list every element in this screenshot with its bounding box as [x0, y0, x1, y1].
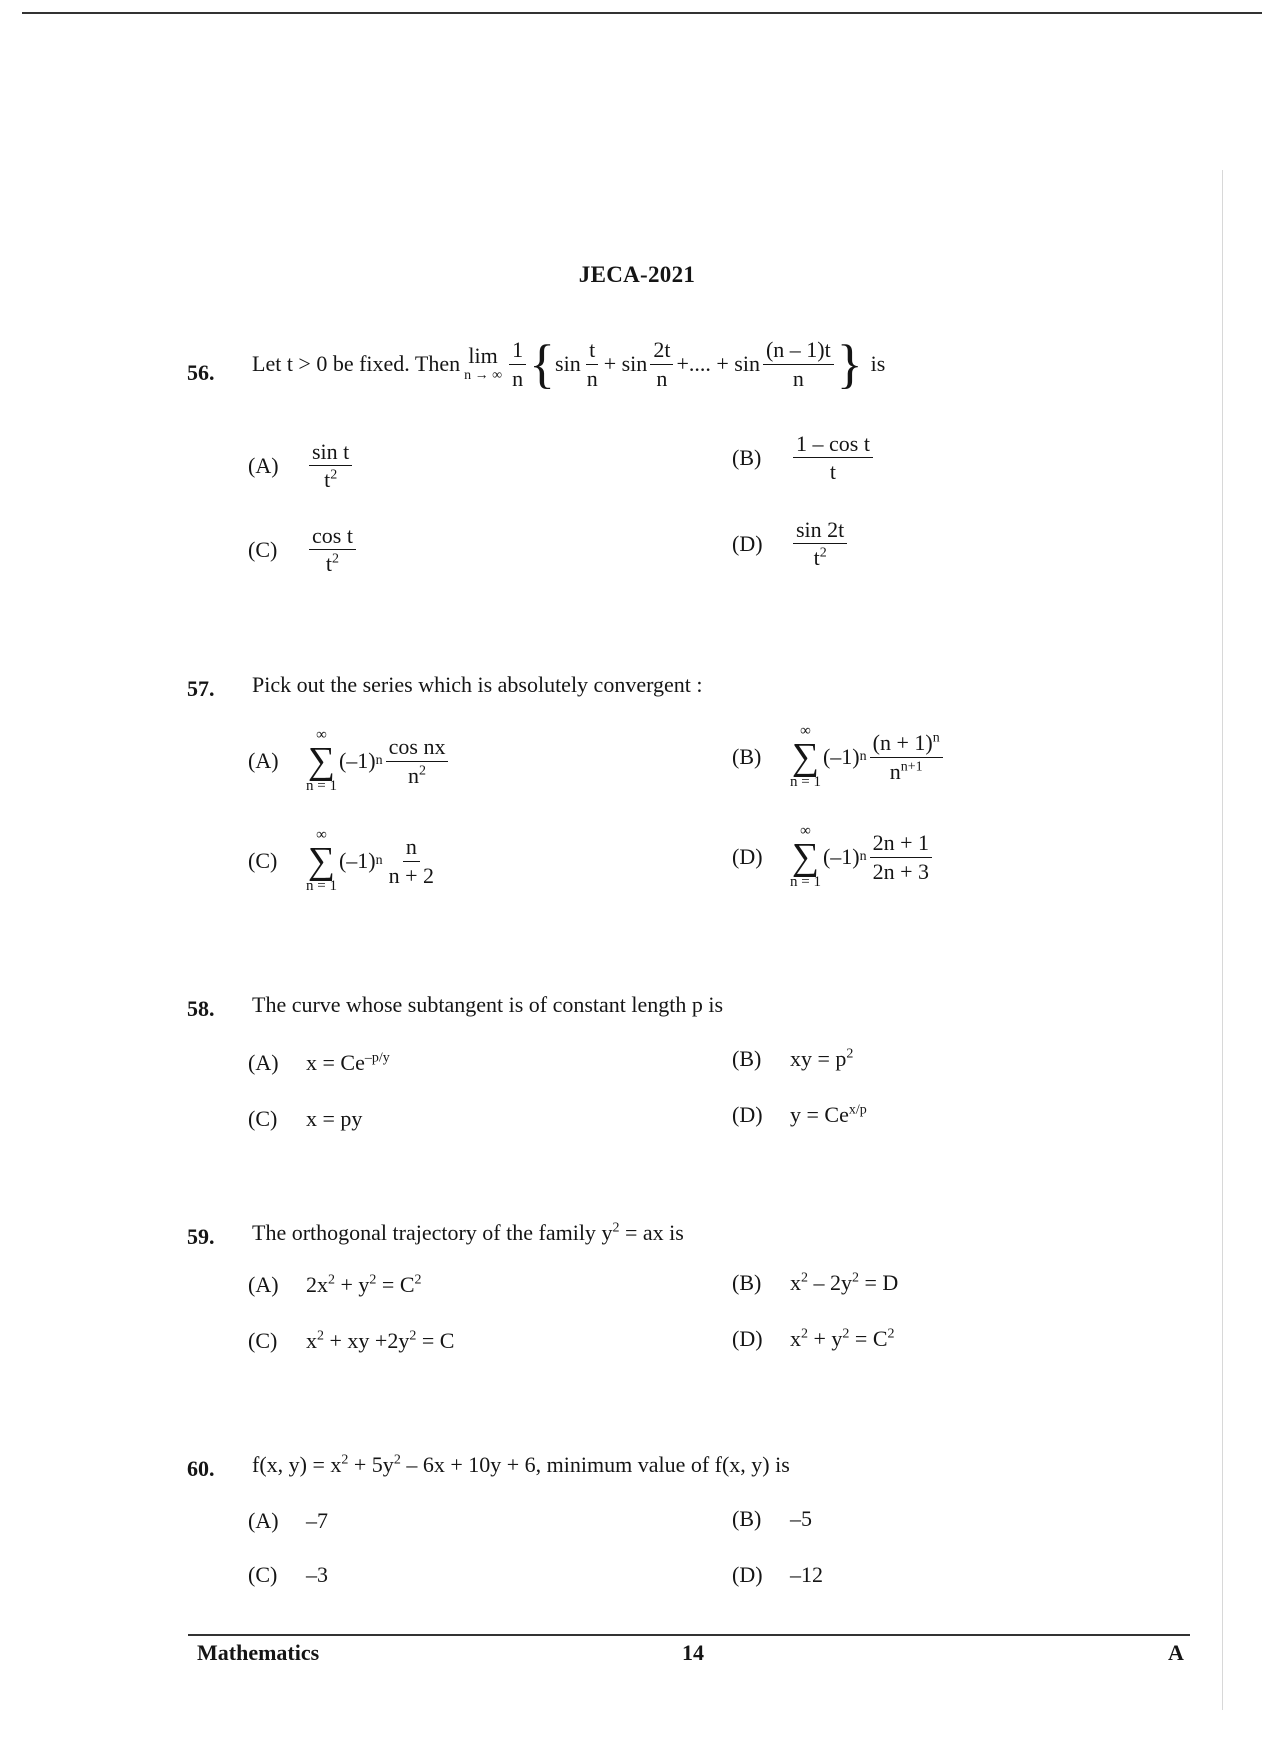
option-label: (D) — [732, 1562, 763, 1587]
denominator — [405, 762, 429, 787]
denominator-exponent: n+1 — [900, 759, 923, 775]
option-d[interactable] — [732, 1326, 895, 1352]
numerator: t — [586, 338, 598, 364]
option-label: (C) — [248, 1328, 278, 1353]
option-c[interactable] — [248, 524, 359, 575]
denominator: n — [512, 365, 524, 391]
exponent: 2 — [409, 1328, 417, 1344]
summation — [306, 728, 337, 794]
question-number: 56. — [187, 360, 215, 385]
term: 2x — [306, 1272, 328, 1297]
value-base: xy = p — [790, 1046, 847, 1071]
alternating-term: (–1) — [822, 844, 860, 870]
option-value — [306, 1328, 454, 1354]
sum-lower: n = 1 — [790, 874, 821, 891]
sum-upper: ∞ — [800, 823, 811, 839]
denominator-exponent: 2 — [419, 763, 427, 779]
exponent: 2 — [369, 1272, 377, 1288]
option-fraction — [870, 831, 932, 882]
exponent: 2 — [393, 1452, 401, 1468]
numerator-base: (n + 1) — [872, 730, 933, 756]
option-value: –7 — [306, 1508, 328, 1533]
option-value — [790, 1046, 853, 1072]
ellipsis-plus: +.... + — [676, 351, 729, 376]
option-label: (C) — [248, 1562, 278, 1587]
numerator: 1 – cos t — [793, 432, 873, 458]
value-exponent: 2 — [846, 1046, 854, 1062]
fraction-1-over-n — [509, 338, 526, 389]
option-b[interactable] — [732, 1506, 812, 1532]
term: + y — [808, 1326, 843, 1351]
denominator-exponent: 2 — [330, 467, 338, 483]
option-label: (B) — [732, 444, 762, 470]
question-text — [252, 1220, 684, 1246]
numerator: 2t — [650, 338, 673, 364]
denominator-base: n — [408, 762, 420, 788]
question-text — [252, 1452, 790, 1478]
denominator: n — [586, 365, 598, 391]
summation — [790, 724, 821, 790]
option-value: x = py — [306, 1106, 363, 1131]
option-label: (A) — [248, 1050, 279, 1075]
question-text: Pick out the series which is absolutely convergent : — [252, 672, 703, 697]
footer-rule — [188, 1634, 1190, 1636]
term: – 2y — [808, 1270, 852, 1295]
option-fraction — [870, 731, 943, 782]
option-b[interactable] — [732, 724, 946, 790]
option-label: (B) — [732, 1046, 762, 1071]
fraction-t-over-n — [584, 338, 601, 389]
numerator: 2n + 1 — [870, 831, 932, 857]
page-title: JECA-2021 — [578, 262, 696, 287]
summation — [306, 828, 337, 894]
q56-text-before: Let t > 0 be fixed. Then — [252, 351, 461, 376]
option-label: (C) — [248, 1106, 278, 1131]
lim-subscript: n → ∞ — [464, 368, 503, 384]
option-c[interactable] — [248, 1328, 454, 1354]
page-number: 14 — [682, 1640, 704, 1665]
denominator: n — [792, 365, 804, 391]
eq-base: y — [601, 1220, 613, 1245]
right-brace: } — [836, 334, 863, 394]
option-d[interactable] — [732, 1562, 823, 1588]
option-label: (B) — [732, 744, 762, 770]
term: x — [306, 1328, 317, 1353]
option-a[interactable] — [248, 440, 355, 491]
term-exponent: n — [859, 749, 867, 765]
exponent: 2 — [801, 1270, 808, 1286]
term-exponent: n — [375, 753, 383, 769]
numerator: cos t — [309, 524, 356, 550]
term: = D — [859, 1270, 899, 1295]
term: + xy +2y — [324, 1328, 410, 1353]
sigma-symbol: ∑ — [307, 840, 336, 882]
alternating-term: (–1) — [822, 744, 860, 770]
option-value — [790, 1102, 867, 1128]
option-label: (A) — [248, 452, 279, 478]
option-label: (B) — [732, 1506, 762, 1531]
question-number: 59. — [187, 1224, 215, 1249]
q56-text-after: is — [870, 351, 886, 376]
option-a[interactable] — [248, 1050, 390, 1076]
alternating-term: (–1) — [338, 748, 376, 774]
option-value: –12 — [790, 1562, 823, 1587]
denominator-base: t — [325, 551, 333, 577]
term: + 5y — [348, 1452, 394, 1477]
term: f(x, y) = x — [252, 1452, 342, 1477]
sum-upper: ∞ — [800, 723, 811, 739]
option-value — [790, 1326, 895, 1352]
sigma-symbol: ∑ — [791, 836, 820, 878]
sin-term: sin — [555, 351, 581, 376]
option-label: (A) — [248, 748, 279, 774]
footer-subject: Mathematics — [197, 1640, 320, 1665]
denominator-base: t — [813, 545, 820, 571]
option-fraction — [793, 518, 847, 569]
option-c[interactable] — [248, 828, 440, 894]
sin-term: sin — [734, 351, 760, 376]
denominator: 2n + 3 — [872, 858, 930, 884]
option-fraction — [793, 432, 873, 483]
option-value: –5 — [790, 1506, 812, 1531]
summation — [790, 824, 821, 890]
denominator: n + 2 — [388, 862, 435, 888]
sum-upper: ∞ — [316, 827, 327, 843]
option-label: (A) — [248, 1272, 279, 1297]
option-label: (D) — [732, 844, 763, 870]
term: x — [790, 1270, 801, 1295]
question-number: 60. — [187, 1456, 215, 1481]
question-number: 58. — [187, 996, 215, 1021]
term: + y — [335, 1272, 370, 1297]
term: x — [790, 1326, 801, 1351]
question-text — [252, 318, 885, 410]
page-edge-line — [1222, 170, 1223, 1710]
top-rule — [22, 12, 1262, 14]
option-label: (C) — [248, 848, 278, 874]
numerator-exponent: n — [932, 731, 940, 747]
option-label: (C) — [248, 536, 278, 562]
text-lead: The orthogonal trajectory of the family — [252, 1220, 596, 1245]
sigma-symbol: ∑ — [307, 740, 336, 782]
option-b[interactable] — [732, 432, 876, 483]
option-a[interactable] — [248, 1508, 328, 1534]
numerator: cos nx — [386, 735, 449, 761]
exponent: 2 — [801, 1326, 808, 1342]
numerator: (n – 1)t — [763, 338, 834, 364]
exponent: 2 — [887, 1326, 895, 1342]
plus-sign: + — [603, 351, 617, 376]
option-label: (B) — [732, 1270, 762, 1295]
option-value — [306, 1272, 422, 1298]
denominator — [887, 758, 926, 783]
denominator — [323, 550, 342, 575]
term-exponent: n — [375, 853, 383, 869]
option-label: (D) — [732, 1102, 763, 1127]
value-base: y = Ce — [790, 1102, 849, 1127]
term: = C — [849, 1326, 888, 1351]
question-set-code: A — [1168, 1640, 1184, 1665]
exponent: 2 — [341, 1452, 349, 1468]
option-fraction — [309, 524, 356, 575]
exponent: 2 — [414, 1272, 422, 1288]
question-text: The curve whose subtangent is of constant length p is — [252, 992, 724, 1017]
value-exponent: –p/y — [364, 1050, 390, 1066]
option-fraction — [386, 735, 449, 786]
question-number: 57. — [187, 676, 215, 701]
exponent: 2 — [842, 1326, 850, 1342]
denominator: n — [656, 365, 668, 391]
option-c[interactable] — [248, 1562, 328, 1588]
option-value — [790, 1270, 898, 1296]
sum-lower: n = 1 — [306, 878, 337, 895]
left-brace: { — [529, 334, 556, 394]
option-b[interactable] — [732, 1270, 898, 1296]
limit-operator — [464, 344, 502, 384]
option-value — [306, 1050, 390, 1076]
option-d[interactable] — [732, 518, 850, 569]
option-value: –3 — [306, 1562, 328, 1587]
denominator-exponent: 2 — [332, 551, 340, 567]
option-a[interactable] — [248, 1272, 422, 1298]
numerator: sin t — [309, 440, 352, 466]
option-c[interactable] — [248, 1106, 362, 1132]
exponent: 2 — [852, 1270, 859, 1286]
numerator — [870, 731, 943, 757]
sum-lower: n = 1 — [790, 774, 821, 791]
option-a[interactable] — [248, 728, 451, 794]
denominator: t — [829, 459, 837, 485]
sigma-symbol: ∑ — [791, 736, 820, 778]
lim-word: lim — [468, 343, 498, 369]
term: = C — [416, 1328, 455, 1353]
option-d[interactable] — [732, 1102, 867, 1128]
alternating-term: (–1) — [338, 848, 376, 874]
sin-term: sin — [621, 351, 648, 376]
fraction-n-1-t-over-n — [763, 338, 834, 389]
option-fraction — [309, 440, 352, 491]
numerator: sin 2t — [793, 518, 847, 544]
exponent: 2 — [328, 1272, 335, 1288]
term: = C — [376, 1272, 415, 1297]
eq-exponent: 2 — [612, 1220, 620, 1236]
value-base: x = Ce — [306, 1050, 365, 1075]
denominator-base: n — [889, 758, 901, 784]
denominator — [811, 544, 830, 569]
denominator — [321, 466, 340, 491]
numerator: 1 — [509, 338, 526, 364]
option-b[interactable] — [732, 1046, 853, 1072]
fraction-2t-over-n — [650, 338, 673, 389]
denominator-base: t — [324, 467, 331, 493]
option-d[interactable] — [732, 824, 935, 890]
numerator: n — [403, 835, 420, 861]
option-label: (D) — [732, 1326, 763, 1351]
denominator-exponent: 2 — [819, 545, 827, 561]
value-exponent: x/p — [848, 1102, 867, 1118]
sum-upper: ∞ — [316, 727, 327, 743]
sum-lower: n = 1 — [306, 778, 337, 795]
eq-rest: = ax is — [619, 1220, 684, 1245]
exponent: 2 — [317, 1328, 324, 1344]
option-label: (A) — [248, 1508, 279, 1533]
term: – 6x + 10y + 6, minimum value of f(x, y) is — [400, 1452, 790, 1477]
option-label: (D) — [732, 530, 763, 556]
term-exponent: n — [859, 849, 867, 865]
option-fraction — [386, 835, 437, 886]
